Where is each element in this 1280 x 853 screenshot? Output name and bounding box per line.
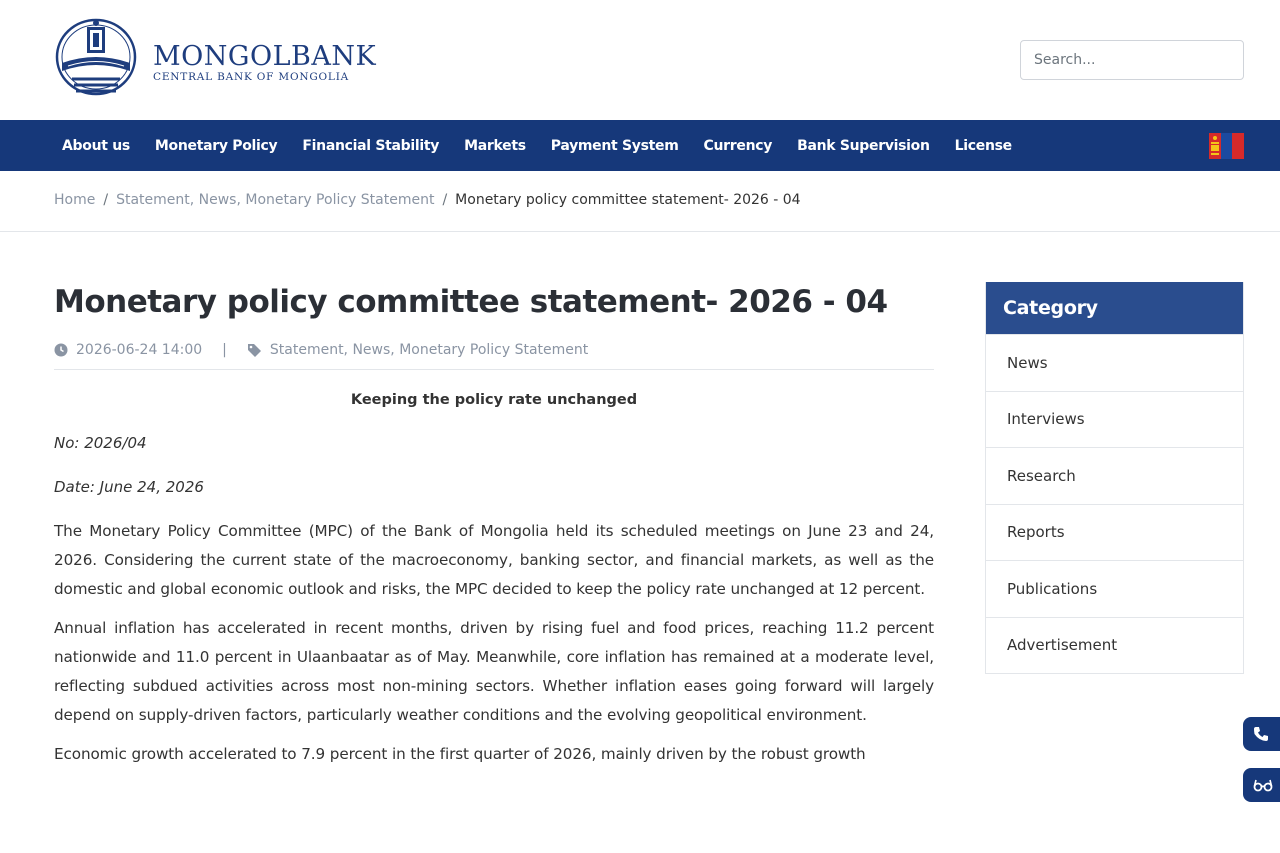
sidebar-item-reports[interactable]: Reports [986, 504, 1243, 561]
breadcrumb [54, 192, 801, 208]
breadcrumb-divider [0, 231, 1280, 232]
sidebar-item-research[interactable]: Research [986, 447, 1243, 504]
article-paragraph: The Monetary Policy Committee (MPC) of the Bank of Mongolia held its scheduled meetings on June 23 and 24, 2026. Considering the current state of the macroeconomy, banking sector, and financial markets, as well as the domestic and global economic outlook and risks, the MPC decided to keep the policy rate unchanged at 12 percent. [54, 522, 934, 598]
page-title: Monetary policy committee statement- 2026 - 04 [54, 284, 888, 320]
statement-number: No: 2026/04 [54, 434, 147, 452]
nav-item-markets[interactable]: Markets [464, 137, 526, 154]
nav-item-license[interactable]: License [954, 137, 1012, 154]
nav-item-bank-supervision[interactable]: Bank Supervision [797, 137, 930, 154]
clock-icon [54, 343, 68, 357]
main-nav [0, 120, 1280, 171]
brand-name: MONGOLBANK [153, 41, 377, 72]
article-meta [54, 342, 934, 358]
nav-item-payment-system[interactable]: Payment System [550, 137, 679, 154]
site-header [0, 0, 1280, 120]
meta-divider [54, 369, 934, 370]
nav-item-currency[interactable]: Currency [703, 137, 773, 154]
sidebar-title: Category [986, 282, 1243, 334]
article-paragraph: Annual inflation has accelerated in recent months, driven by rising fuel and food prices, reaching 11.2 percent nationwide and 11.0 percent in Ulaanbaatar as of May. Meanwhile, core inflation has remained at a moderate level, reflecting subdued activities across most non-mining sectors. Whether inflation eases going forward will largely depend on supply-driven factors, particularly weather conditions and the evolving geopolitical environment. [54, 619, 934, 724]
accessibility-reader-button[interactable] [1243, 768, 1280, 802]
glasses-icon [1253, 778, 1273, 792]
sidebar-item-news[interactable]: News [986, 334, 1243, 391]
sidebar-item-advertisement[interactable]: Advertisement [986, 617, 1243, 674]
article [54, 280, 934, 769]
brand-subtitle: CENTRAL BANK OF MONGOLIA [153, 71, 350, 83]
mongolbank-logo[interactable] [54, 15, 138, 103]
breadcrumb-home[interactable]: Home [54, 192, 96, 208]
soyombo-icon [1209, 133, 1221, 159]
phone-icon [1253, 726, 1269, 742]
nav-item-monetary-policy[interactable]: Monetary Policy [154, 137, 278, 154]
article-datetime: 2026-06-24 14:00 [76, 342, 203, 358]
category-sidebar [985, 282, 1244, 674]
breadcrumb-current: Monetary policy committee statement- 2026 - 04 [455, 192, 801, 208]
search-input[interactable] [1020, 40, 1244, 80]
article-categories-link[interactable]: Statement, News, Monetary Policy Statement [269, 342, 589, 358]
meta-separator: | [222, 342, 227, 358]
breadcrumb-separator: / [442, 192, 448, 208]
article-paragraph: Economic growth accelerated to 7.9 percent in the first quarter of 2026, mainly driven by the robust growth [54, 745, 866, 763]
article-subtitle: Keeping the policy rate unchanged [350, 392, 638, 408]
breadcrumb-separator: / [103, 192, 109, 208]
nav-item-about-us[interactable]: About us [62, 137, 130, 154]
nav-item-financial-stability[interactable]: Financial Stability [302, 137, 440, 154]
mongolian-flag-language-switch[interactable] [1209, 133, 1244, 159]
sidebar-item-publications[interactable]: Publications [986, 560, 1243, 617]
statement-date: Date: June 24, 2026 [54, 478, 204, 496]
tag-icon [247, 343, 262, 357]
sidebar-item-interviews[interactable]: Interviews [986, 391, 1243, 448]
call-button[interactable] [1243, 717, 1280, 751]
brand[interactable] [153, 42, 376, 83]
breadcrumb-section[interactable]: Statement, News, Monetary Policy Statement [116, 192, 435, 208]
